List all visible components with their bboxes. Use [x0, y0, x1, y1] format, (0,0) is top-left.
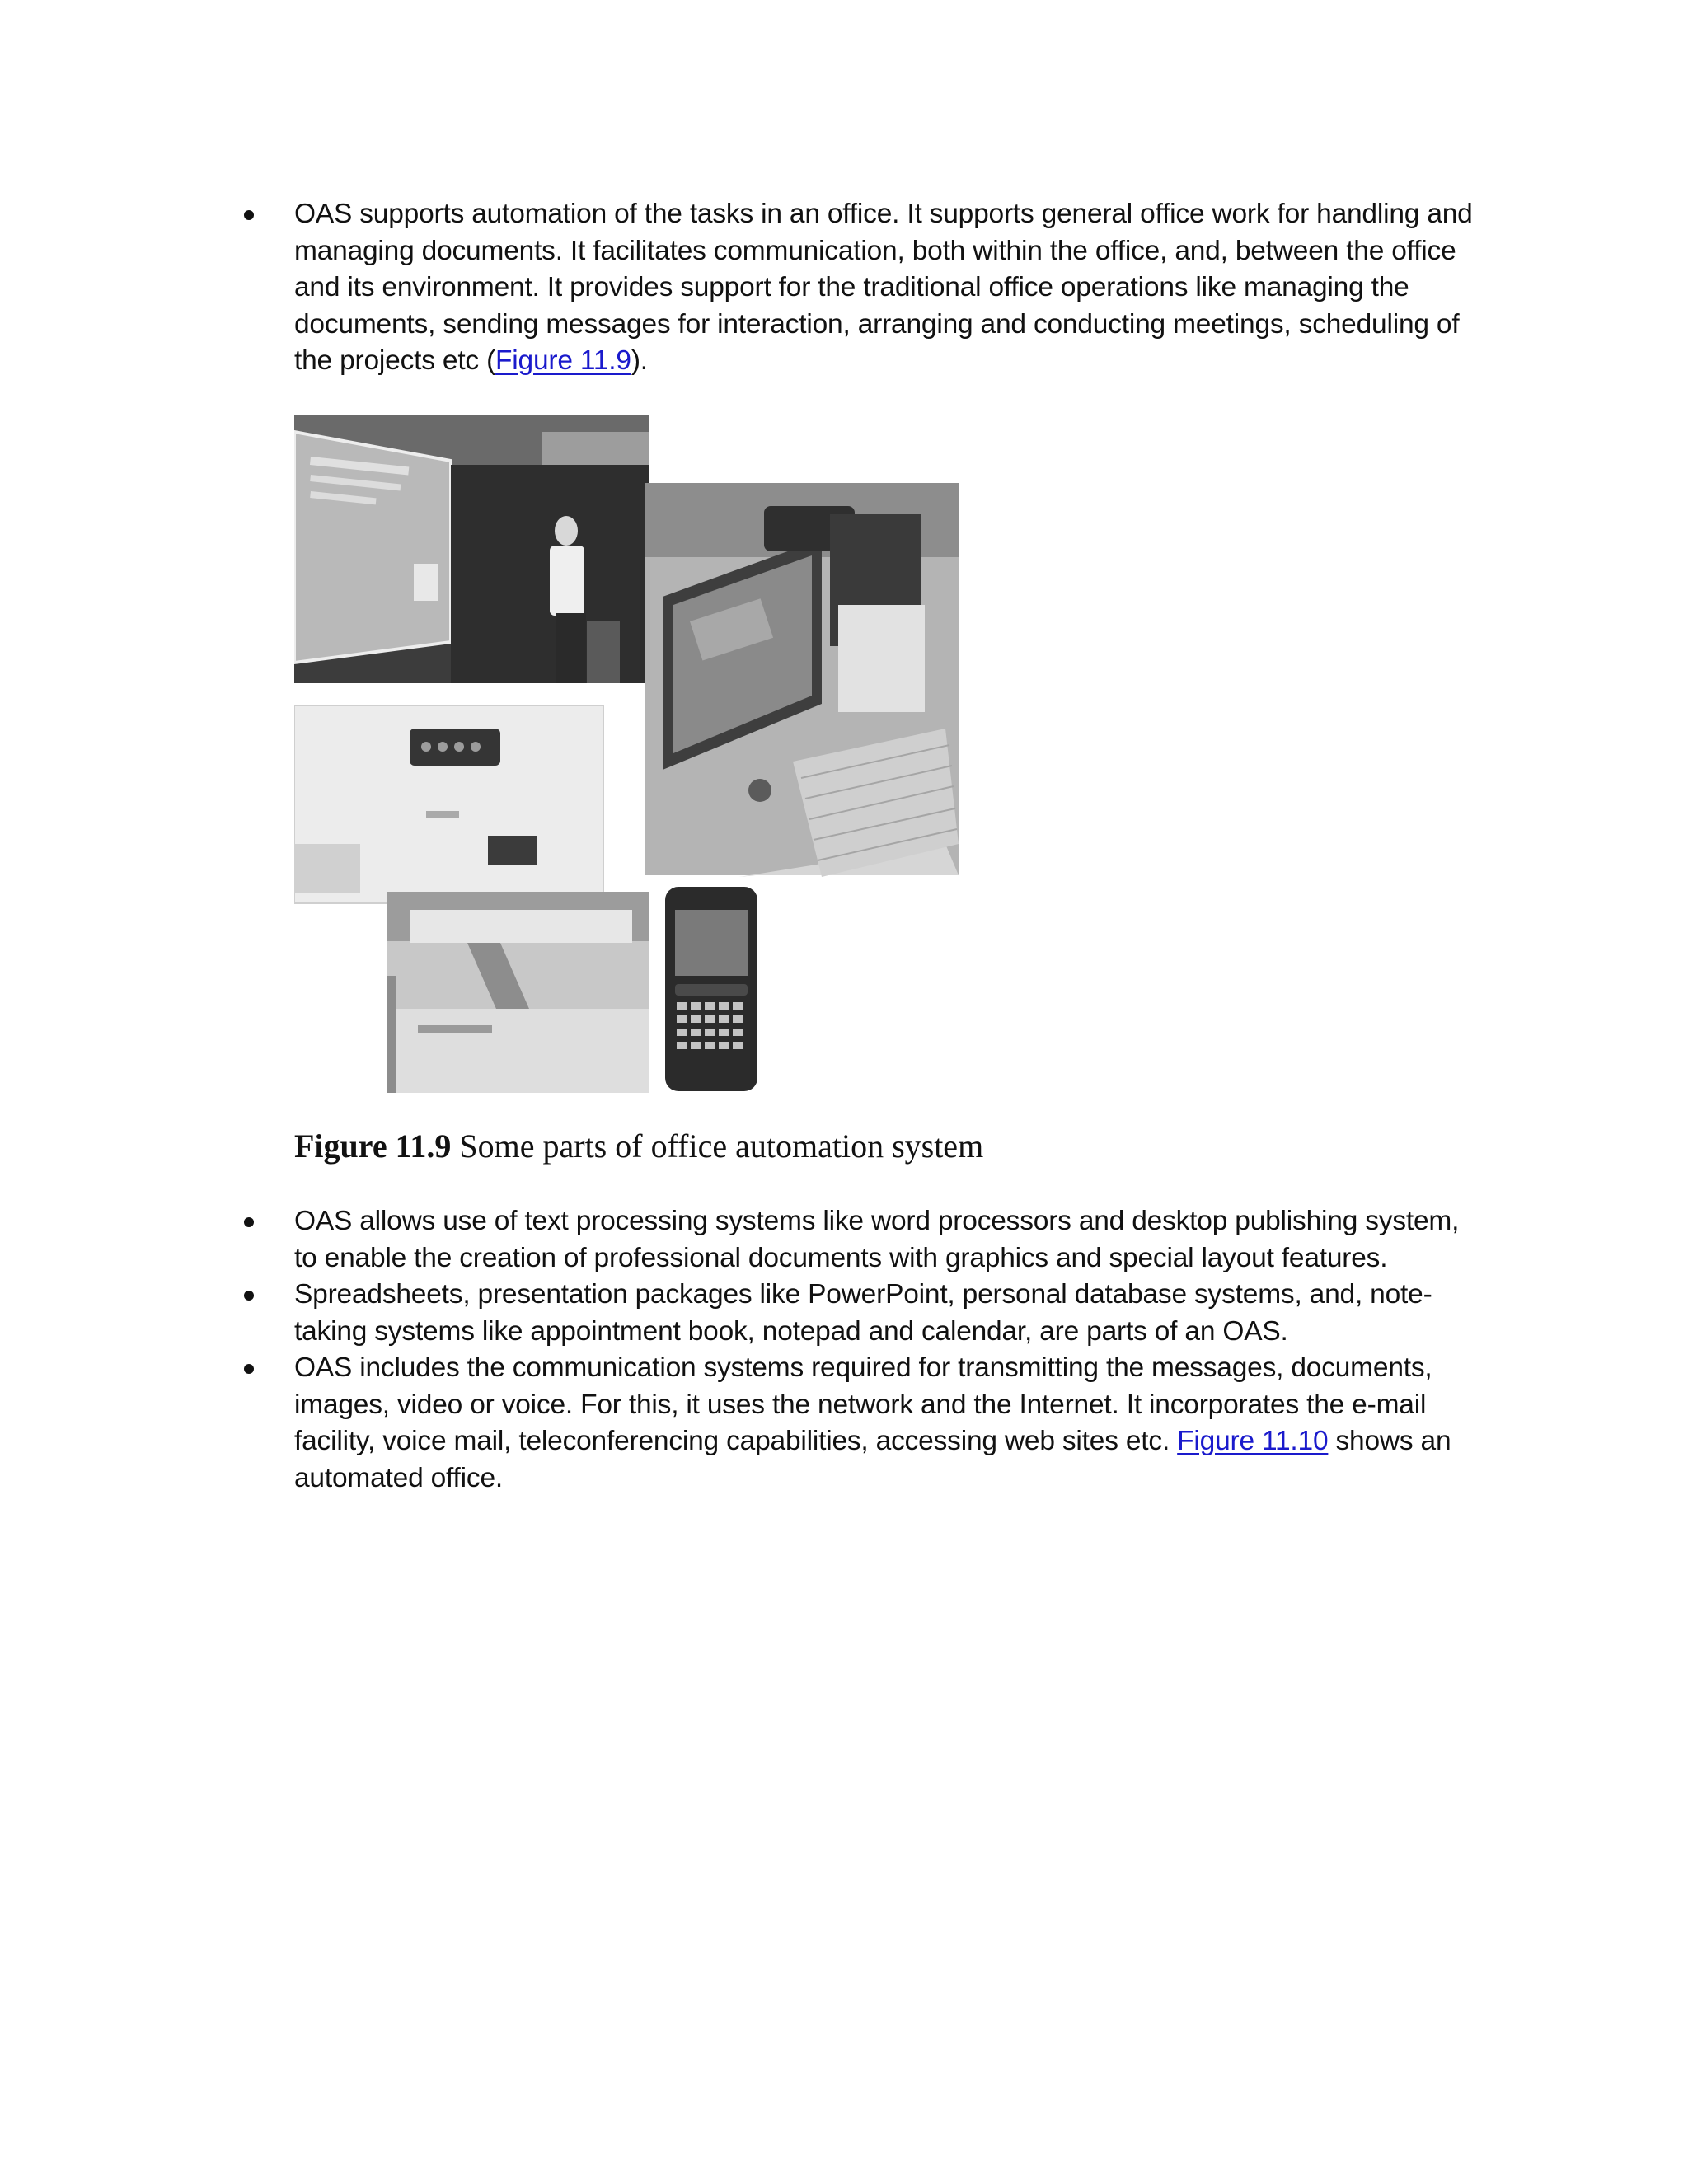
bullet-text-end: shows an automated office. [294, 1426, 1451, 1493]
bullet-dot-icon [244, 210, 254, 220]
bullet-dot-icon [244, 1364, 254, 1374]
figure-11-10-link[interactable]: Figure 11.10 [1177, 1426, 1329, 1456]
bullet-oas-supports [0, 196, 1688, 380]
figure-caption-text: Some parts of office automation system [451, 1127, 984, 1165]
bullet-text: OAS supports automation of the tasks in an office. It supports general office work for handling and managing documents. It facilitates communication, both within the office, and, between the office and its environment. It provides support for the traditional office operations like managing the documents, sending messages for interaction, arranging and conducting meetings, scheduling of the projects etc ( [294, 199, 1473, 376]
bullet-text-end: ). [631, 345, 648, 376]
office-automation-figure [294, 415, 959, 1093]
bullet-communication-systems [0, 1350, 1688, 1497]
figure-caption [294, 1126, 983, 1167]
projector-photo [294, 705, 603, 903]
figure-11-9-link[interactable]: Figure 11.9 [495, 345, 631, 376]
bullet-text-processing [0, 1203, 1688, 1277]
bullet-text: OAS includes the communication systems required for transmitting the messages, documents, images, video or voice. For this, it uses the network and the Internet. It incorporates the e-mail facility, voice mail, teleconferencing capabilities, accessing web sites etc. [294, 1352, 1432, 1456]
presentation-photo [294, 415, 649, 683]
bullet-text: Spreadsheets, presentation packages like PowerPoint, personal database systems, and, note-taking systems like appointment book, notepad and calendar, are parts of an OAS. [294, 1279, 1432, 1347]
bullet-text: OAS allows use of text processing systems like word processors and desktop publishing system, to enable the creation of professional documents with graphics and special layout features. [294, 1206, 1460, 1273]
bullet-dot-icon [244, 1291, 254, 1301]
mobile-phone-photo [657, 885, 764, 1093]
computer-photo [645, 483, 959, 877]
bullet-dot-icon [244, 1217, 254, 1227]
figure-label: Figure 11.9 [294, 1127, 452, 1165]
printer-photo [387, 892, 649, 1093]
intro-bullet-list [0, 196, 1688, 380]
bullet-spreadsheets [0, 1277, 1688, 1350]
features-bullet-list [0, 1203, 1688, 1497]
